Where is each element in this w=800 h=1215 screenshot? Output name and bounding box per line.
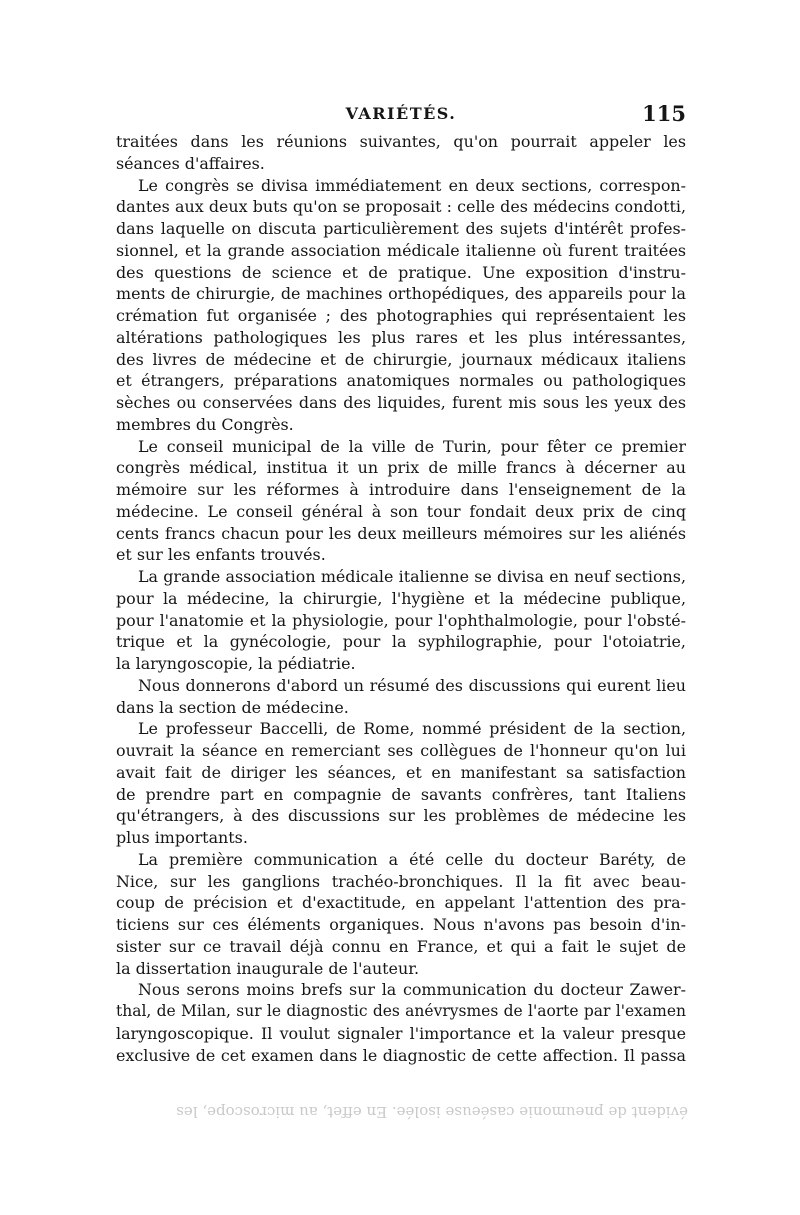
text-line: traitées dans les réunions suivantes, qu'on pourrait appeler les <box>116 132 686 151</box>
text-line: dans la section de médecine. <box>116 697 349 717</box>
text-line: sionnel, et la grande association médicale italienne où furent traitées <box>116 240 686 260</box>
text-line: thal, de Milan, sur le diagnostic des anévrysmes de l'aorte par l'examen <box>116 1002 686 1020</box>
bleed-through-text: évident de pneumonie caséeuse isolée. En effet, au microscope, les <box>176 1103 688 1121</box>
running-head <box>116 101 686 127</box>
text-line: dantes aux deux buts qu'on se proposait : celle des médecins condotti, <box>116 197 686 217</box>
text-line: ments de chirurgie, de machines orthopédiques, des appareils pour la <box>116 284 686 304</box>
text-line: des livres de médecine et de chirurgie, journaux médicaux italiens <box>116 349 686 369</box>
text-line: la dissertation inaugurale de l'auteur. <box>116 958 420 978</box>
text-line: Le professeur Baccelli, de Rome, nommé président de la section, <box>138 719 686 739</box>
text-line: congrès médical, institua it un prix de mille francs à décerner au <box>116 458 686 478</box>
text-line: mémoire sur les réformes à introduire dans l'enseignement de la <box>116 480 686 499</box>
text-line: Nous donnerons d'abord un résumé des discussions qui eurent lieu <box>138 675 686 695</box>
text-line: La première communication a été celle du docteur Baréty, de <box>138 849 686 869</box>
text-line: coup de précision et d'exactitude, en appelant l'attention des pra- <box>116 893 686 913</box>
text-line: Nous serons moins brefs sur la communication du docteur Zawer- <box>138 980 686 1000</box>
text-line: altérations pathologiques les plus rares et les plus intéressantes, <box>116 327 686 347</box>
text-line: des questions de science et de pratique. Une exposition d'instru- <box>116 262 686 282</box>
text-line: avait fait de diriger les séances, et en manifestant sa satisfaction <box>116 762 686 782</box>
text-line: pour l'anatomie et la physiologie, pour l'ophthalmologie, pour l'obsté- <box>116 610 686 630</box>
text-line: qu'étrangers, à des discussions sur les problèmes de médecine les <box>116 806 686 826</box>
text-line: et sur les enfants trouvés. <box>116 545 326 565</box>
text-line: crémation fut organisée ; des photographies qui représentaient les <box>116 306 686 325</box>
body-text <box>116 131 686 1066</box>
page-number: 115 <box>642 101 686 126</box>
text-line: dans laquelle on discuta particulièrement des sujets d'intérêt profes- <box>116 219 686 238</box>
text-line: Le conseil municipal de la ville de Turin, pour fêter ce premier <box>138 436 686 456</box>
text-line: Nice, sur les ganglions trachéo-bronchiques. Il la fit avec beau- <box>116 871 686 891</box>
text-line: Le congrès se divisa immédiatement en deux sections, correspon- <box>138 175 686 195</box>
text-line: ouvrait la séance en remerciant ses collègues de l'honneur qu'on lui <box>116 741 686 760</box>
text-line: séances d'affaires. <box>116 153 265 173</box>
text-line: la laryngoscopie, la pédiatrie. <box>116 654 356 673</box>
text-line: laryngoscopique. Il voulut signaler l'importance et la valeur presque <box>116 1023 686 1043</box>
text-line: sister sur ce travail déjà connu en France, et qui a fait le sujet de <box>116 936 686 956</box>
text-line: sèches ou conservées dans des liquides, furent mis sous les yeux des <box>116 393 686 412</box>
text-line: médecine. Le conseil général à son tour fondait deux prix de cinq <box>116 501 686 521</box>
text-line: La grande association médicale italienne se divisa en neuf sections, <box>138 567 686 586</box>
text-line: membres du Congrès. <box>116 414 294 434</box>
text-line: cents francs chacun pour les deux meilleurs mémoires sur les aliénés <box>116 523 686 543</box>
text-line: et étrangers, préparations anatomiques normales ou pathologiques <box>116 371 686 391</box>
text-line: exclusive de cet examen dans le diagnostic de cette affection. Il passa <box>116 1045 686 1065</box>
text-line: ticiens sur ces éléments organiques. Nous n'avons pas besoin d'in- <box>116 915 686 934</box>
text-line: pour la médecine, la chirurgie, l'hygiène et la médecine publique, <box>116 588 686 608</box>
text-line: de prendre part en compagnie de savants confrères, tant Italiens <box>116 784 686 804</box>
running-head-title: VARIÉTÉS. <box>345 104 457 123</box>
text-line: plus importants. <box>116 828 248 847</box>
text-line: trique et la gynécologie, pour la syphilographie, pour l'otoiatrie, <box>116 632 686 652</box>
